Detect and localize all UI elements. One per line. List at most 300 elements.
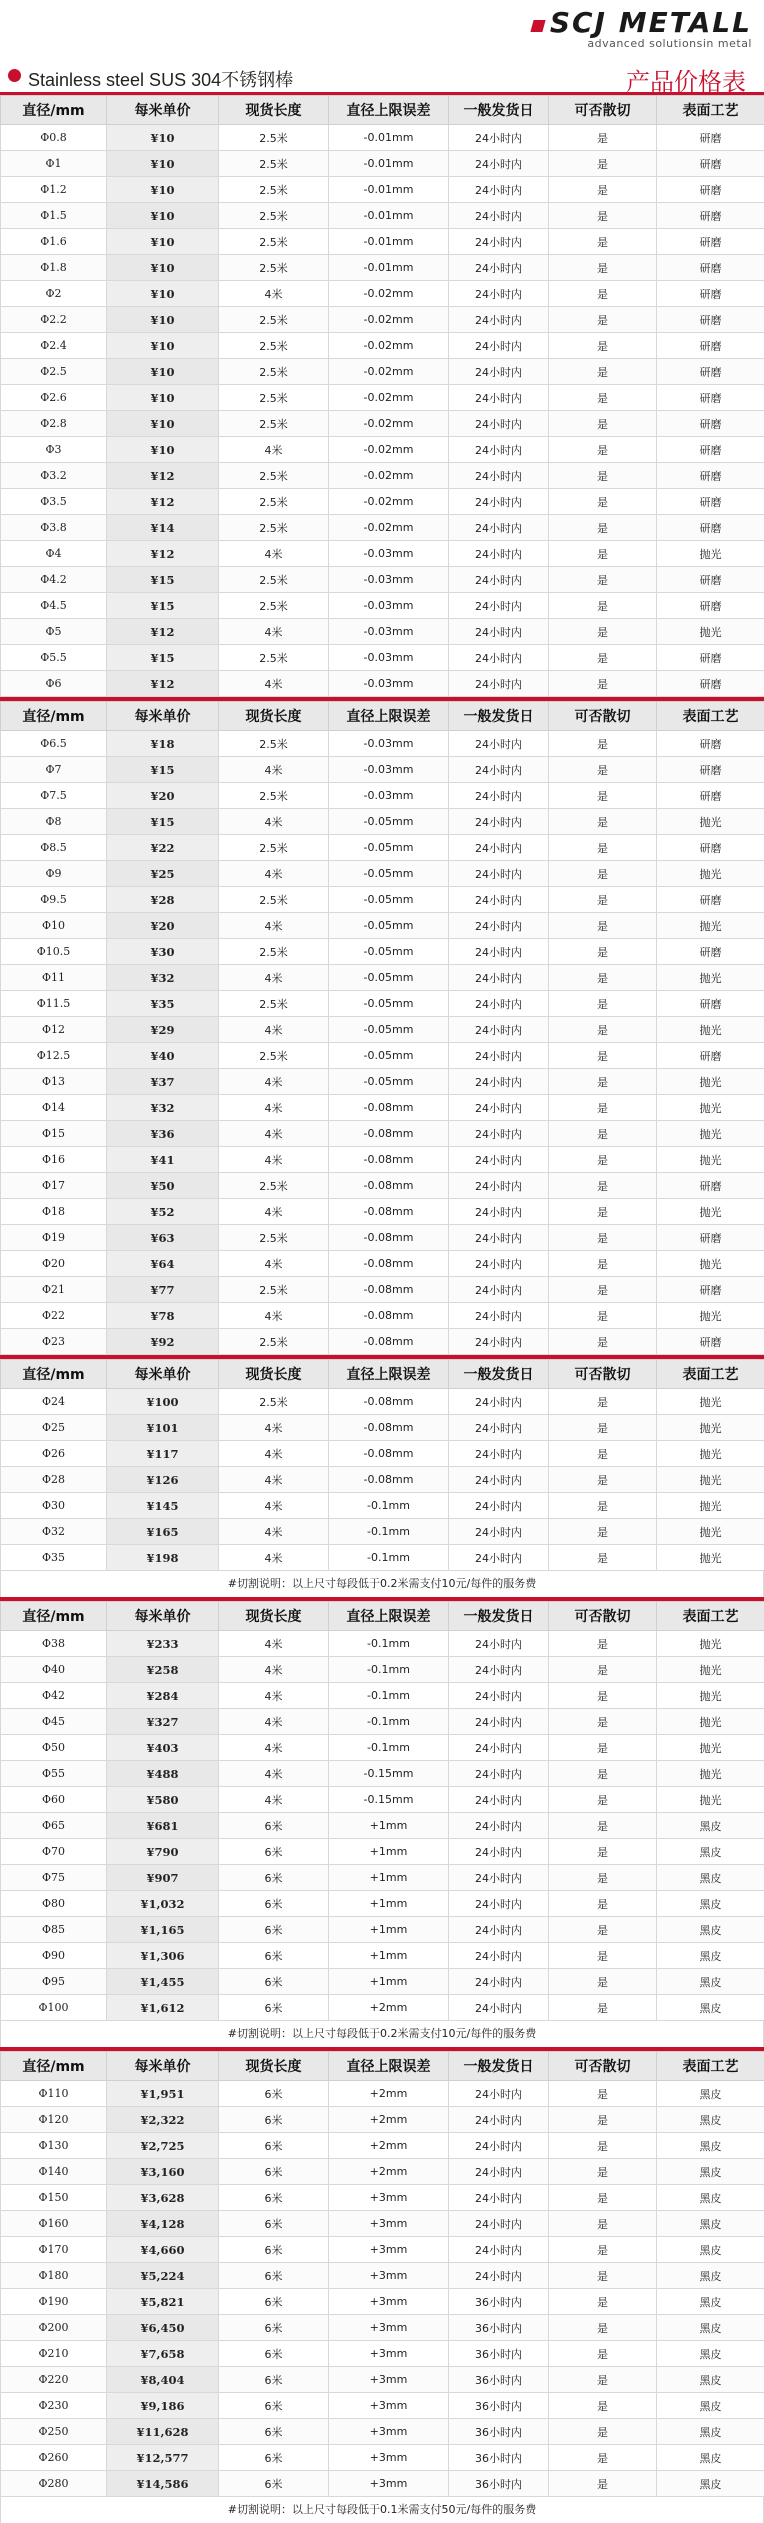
cell-cuttable: 是 [549,1839,657,1865]
cell-tolerance: +3mm [329,2237,449,2263]
table-row [1,333,764,359]
table-row [1,1329,764,1355]
table-row [1,567,764,593]
cell-length: 4米 [219,1545,329,1571]
cell-surface: 研磨 [657,515,764,541]
cell-price: ¥790 [107,1839,219,1865]
cell-tolerance: -0.03mm [329,757,449,783]
cell-tolerance: -0.08mm [329,1415,449,1441]
cell-diameter: Φ12 [1,1017,107,1043]
cell-delivery: 24小时内 [449,991,549,1017]
cell-length: 4米 [219,1493,329,1519]
cell-price: ¥1,612 [107,1995,219,2021]
cell-length: 6米 [219,2185,329,2211]
table-row [1,1225,764,1251]
cell-price: ¥15 [107,567,219,593]
cell-price: ¥5,224 [107,2263,219,2289]
cell-diameter: Φ160 [1,2211,107,2237]
cell-cuttable: 是 [549,2315,657,2341]
cell-price: ¥327 [107,1709,219,1735]
table-row [1,2289,764,2315]
cell-diameter: Φ120 [1,2107,107,2133]
table-row [1,541,764,567]
cell-tolerance: -0.08mm [329,1121,449,1147]
cell-diameter: Φ2.5 [1,359,107,385]
cell-delivery: 24小时内 [449,2081,549,2107]
cell-delivery: 24小时内 [449,2263,549,2289]
cell-tolerance: +1mm [329,1813,449,1839]
column-header-price: 每米单价 [107,2052,219,2081]
cell-tolerance: -0.02mm [329,359,449,385]
cell-cuttable: 是 [549,965,657,991]
cell-surface: 黑皮 [657,2471,764,2497]
cell-cuttable: 是 [549,2289,657,2315]
cell-price: ¥165 [107,1519,219,1545]
cell-length: 2.5米 [219,645,329,671]
cell-diameter: Φ3.2 [1,463,107,489]
table-row [1,2419,764,2445]
cell-length: 6米 [219,2263,329,2289]
cell-surface: 研磨 [657,757,764,783]
cell-cuttable: 是 [549,1225,657,1251]
cell-delivery: 24小时内 [449,1865,549,1891]
cell-cuttable: 是 [549,1389,657,1415]
cell-diameter: Φ25 [1,1415,107,1441]
cell-tolerance: -0.05mm [329,809,449,835]
cell-diameter: Φ180 [1,2263,107,2289]
cell-tolerance: -0.03mm [329,645,449,671]
column-header-length: 现货长度 [219,96,329,125]
cell-length: 2.5米 [219,463,329,489]
table-row [1,1277,764,1303]
cell-cuttable: 是 [549,939,657,965]
cell-diameter: Φ15 [1,1121,107,1147]
cell-tolerance: -0.03mm [329,541,449,567]
cell-length: 4米 [219,757,329,783]
table-row [1,671,764,697]
cell-cuttable: 是 [549,281,657,307]
cell-surface: 抛光 [657,1493,764,1519]
cell-delivery: 24小时内 [449,2159,549,2185]
table-row [1,203,764,229]
cell-delivery: 24小时内 [449,229,549,255]
cell-length: 4米 [219,1441,329,1467]
cell-cuttable: 是 [549,731,657,757]
table-row [1,1813,764,1839]
cell-tolerance: -0.08mm [329,1225,449,1251]
cell-tolerance: -0.1mm [329,1735,449,1761]
table-row [1,1467,764,1493]
cell-price: ¥10 [107,359,219,385]
table-row [1,2133,764,2159]
cell-length: 2.5米 [219,255,329,281]
cell-length: 4米 [219,1069,329,1095]
cell-price: ¥10 [107,437,219,463]
cell-tolerance: +3mm [329,2419,449,2445]
table-row [1,2445,764,2471]
cell-cuttable: 是 [549,1069,657,1095]
cell-surface: 抛光 [657,861,764,887]
cell-cuttable: 是 [549,835,657,861]
cell-surface: 黑皮 [657,2211,764,2237]
column-header-delivery: 一般发货日 [449,2052,549,2081]
cell-tolerance: +3mm [329,2471,449,2497]
cell-cuttable: 是 [549,645,657,671]
cell-diameter: Φ9.5 [1,887,107,913]
table-row [1,1545,764,1571]
cell-tolerance: -0.03mm [329,783,449,809]
price-table [0,2051,764,2497]
cell-tolerance: -0.01mm [329,229,449,255]
cell-delivery: 24小时内 [449,1943,549,1969]
cell-surface: 研磨 [657,1277,764,1303]
cell-length: 4米 [219,913,329,939]
cell-tolerance: +3mm [329,2393,449,2419]
price-table [0,95,764,697]
cell-length: 4米 [219,281,329,307]
cell-length: 6米 [219,1917,329,1943]
cell-length: 6米 [219,1813,329,1839]
cell-surface: 抛光 [657,1121,764,1147]
cell-delivery: 24小时内 [449,359,549,385]
cell-diameter: Φ1.6 [1,229,107,255]
table-row [1,463,764,489]
cell-surface: 黑皮 [657,2341,764,2367]
cell-cuttable: 是 [549,1631,657,1657]
cell-delivery: 24小时内 [449,1683,549,1709]
cell-diameter: Φ22 [1,1303,107,1329]
cell-diameter: Φ170 [1,2237,107,2263]
table-row [1,437,764,463]
cell-tolerance: -0.08mm [329,1199,449,1225]
cell-delivery: 24小时内 [449,1415,549,1441]
cell-diameter: Φ5.5 [1,645,107,671]
cell-diameter: Φ2.8 [1,411,107,437]
cell-cuttable: 是 [549,125,657,151]
cell-cuttable: 是 [549,2445,657,2471]
cell-delivery: 24小时内 [449,203,549,229]
cell-surface: 抛光 [657,541,764,567]
cell-price: ¥18 [107,731,219,757]
cell-tolerance: -0.02mm [329,489,449,515]
cell-cuttable: 是 [549,1329,657,1355]
table-row [1,1147,764,1173]
cell-price: ¥29 [107,1017,219,1043]
cell-length: 2.5米 [219,939,329,965]
cell-delivery: 24小时内 [449,1095,549,1121]
cell-surface: 研磨 [657,1225,764,1251]
cell-delivery: 36小时内 [449,2341,549,2367]
cell-price: ¥41 [107,1147,219,1173]
cell-length: 4米 [219,1761,329,1787]
cell-length: 6米 [219,1839,329,1865]
table-row [1,1761,764,1787]
cell-cuttable: 是 [549,1173,657,1199]
table-row [1,1631,764,1657]
cell-diameter: Φ16 [1,1147,107,1173]
cell-surface: 抛光 [657,1389,764,1415]
cell-delivery: 24小时内 [449,1969,549,1995]
cell-surface: 黑皮 [657,2445,764,2471]
cell-tolerance: -0.05mm [329,913,449,939]
cell-delivery: 24小时内 [449,177,549,203]
table-row [1,783,764,809]
table-row [1,2471,764,2497]
cell-diameter: Φ1 [1,151,107,177]
cell-surface: 黑皮 [657,2263,764,2289]
cell-tolerance: -0.05mm [329,887,449,913]
column-header-diameter: 直径/mm [1,702,107,731]
cell-diameter: Φ60 [1,1787,107,1813]
cell-surface: 研磨 [657,593,764,619]
cell-price: ¥10 [107,385,219,411]
cell-length: 4米 [219,1467,329,1493]
cell-price: ¥78 [107,1303,219,1329]
cell-surface: 研磨 [657,1173,764,1199]
table-row [1,2107,764,2133]
cell-length: 4米 [219,1519,329,1545]
table-row [1,1415,764,1441]
table-row [1,2237,764,2263]
cell-cuttable: 是 [549,913,657,939]
cell-length: 2.5米 [219,731,329,757]
cell-length: 4米 [219,1415,329,1441]
cell-tolerance: +1mm [329,1839,449,1865]
table-row [1,1303,764,1329]
title-bar [0,60,764,95]
cell-length: 4米 [219,1787,329,1813]
cell-delivery: 24小时内 [449,151,549,177]
cell-price: ¥233 [107,1631,219,1657]
cell-tolerance: -0.1mm [329,1493,449,1519]
table-row [1,385,764,411]
cell-cuttable: 是 [549,177,657,203]
cell-length: 2.5米 [219,151,329,177]
cell-price: ¥10 [107,177,219,203]
cell-price: ¥198 [107,1545,219,1571]
cell-price: ¥7,658 [107,2341,219,2367]
price-section [0,697,764,1355]
cell-cuttable: 是 [549,515,657,541]
cell-cuttable: 是 [549,757,657,783]
cell-tolerance: -0.03mm [329,567,449,593]
column-header-length: 现货长度 [219,702,329,731]
cell-tolerance: -0.02mm [329,437,449,463]
cell-surface: 黑皮 [657,1995,764,2021]
cell-cuttable: 是 [549,2133,657,2159]
cell-cuttable: 是 [549,151,657,177]
table-row [1,1969,764,1995]
cell-delivery: 24小时内 [449,1441,549,1467]
cell-length: 2.5米 [219,887,329,913]
cell-delivery: 24小时内 [449,1735,549,1761]
cell-surface: 研磨 [657,567,764,593]
cell-surface: 抛光 [657,1545,764,1571]
cell-price: ¥101 [107,1415,219,1441]
cell-price: ¥12 [107,619,219,645]
cell-surface: 研磨 [657,385,764,411]
cell-surface: 黑皮 [657,2159,764,2185]
price-tables [0,95,764,2523]
cell-diameter: Φ6.5 [1,731,107,757]
cell-diameter: Φ2.2 [1,307,107,333]
cell-cuttable: 是 [549,2211,657,2237]
column-header-delivery: 一般发货日 [449,96,549,125]
cell-delivery: 24小时内 [449,1121,549,1147]
cell-cuttable: 是 [549,229,657,255]
cell-length: 2.5米 [219,783,329,809]
cell-surface: 黑皮 [657,2237,764,2263]
cell-length: 6米 [219,2159,329,2185]
cell-diameter: Φ26 [1,1441,107,1467]
cell-length: 2.5米 [219,203,329,229]
cell-cuttable: 是 [549,255,657,281]
cell-length: 6米 [219,2341,329,2367]
cell-diameter: Φ65 [1,1813,107,1839]
cell-cuttable: 是 [549,437,657,463]
cell-cuttable: 是 [549,1545,657,1571]
cell-delivery: 36小时内 [449,2445,549,2471]
cell-length: 2.5米 [219,1277,329,1303]
cell-tolerance: +2mm [329,2081,449,2107]
cell-length: 2.5米 [219,1389,329,1415]
cell-tolerance: -0.08mm [329,1095,449,1121]
table-row [1,1389,764,1415]
cell-surface: 研磨 [657,411,764,437]
cell-surface: 研磨 [657,731,764,757]
column-header-diameter: 直径/mm [1,96,107,125]
cell-delivery: 24小时内 [449,731,549,757]
cell-delivery: 24小时内 [449,2133,549,2159]
cell-delivery: 24小时内 [449,307,549,333]
column-header-cuttable: 可否散切 [549,96,657,125]
cell-price: ¥403 [107,1735,219,1761]
cell-delivery: 24小时内 [449,1389,549,1415]
cell-tolerance: -0.02mm [329,307,449,333]
cell-diameter: Φ1.2 [1,177,107,203]
cell-diameter: Φ130 [1,2133,107,2159]
cell-surface: 研磨 [657,835,764,861]
cell-surface: 黑皮 [657,2315,764,2341]
table-header-row [1,96,764,125]
cell-diameter: Φ3.8 [1,515,107,541]
cell-diameter: Φ2 [1,281,107,307]
column-header-tolerance: 直径上限误差 [329,2052,449,2081]
cell-cuttable: 是 [549,1709,657,1735]
cell-cuttable: 是 [549,2107,657,2133]
cell-tolerance: -0.08mm [329,1329,449,1355]
column-header-tolerance: 直径上限误差 [329,702,449,731]
cell-diameter: Φ38 [1,1631,107,1657]
cell-delivery: 24小时内 [449,1251,549,1277]
cell-diameter: Φ7 [1,757,107,783]
cell-surface: 研磨 [657,671,764,697]
cell-tolerance: +2mm [329,2133,449,2159]
table-row [1,1709,764,1735]
cell-price: ¥488 [107,1761,219,1787]
cell-surface: 研磨 [657,939,764,965]
table-row [1,307,764,333]
cell-diameter: Φ190 [1,2289,107,2315]
cell-length: 6米 [219,1943,329,1969]
cell-surface: 抛光 [657,1657,764,1683]
cell-cuttable: 是 [549,2367,657,2393]
cell-price: ¥145 [107,1493,219,1519]
cell-tolerance: -0.03mm [329,731,449,757]
cell-cuttable: 是 [549,1415,657,1441]
cell-delivery: 24小时内 [449,1017,549,1043]
cell-price: ¥15 [107,645,219,671]
cell-length: 4米 [219,1657,329,1683]
cell-tolerance: -0.05mm [329,939,449,965]
cell-tolerance: +3mm [329,2263,449,2289]
column-header-delivery: 一般发货日 [449,1360,549,1389]
table-header-row [1,702,764,731]
table-header-row [1,1602,764,1631]
cell-surface: 研磨 [657,1329,764,1355]
logo-mark-icon [530,20,545,32]
cell-price: ¥12 [107,463,219,489]
cell-diameter: Φ0.8 [1,125,107,151]
cell-surface: 研磨 [657,255,764,281]
cell-tolerance: -0.1mm [329,1519,449,1545]
cell-tolerance: +1mm [329,1865,449,1891]
cell-delivery: 24小时内 [449,1467,549,1493]
table-row [1,2393,764,2419]
cell-delivery: 24小时内 [449,1787,549,1813]
cell-tolerance: -0.08mm [329,1441,449,1467]
cell-diameter: Φ10.5 [1,939,107,965]
table-row [1,2185,764,2211]
cutting-note: #切割说明：以上尺寸每段低于0.2米需支付10元/每件的服务费 [0,2021,764,2047]
cell-length: 2.5米 [219,1173,329,1199]
cell-cuttable: 是 [549,1917,657,1943]
cell-surface: 黑皮 [657,1813,764,1839]
price-section [0,2047,764,2523]
cell-surface: 黑皮 [657,2419,764,2445]
cell-cuttable: 是 [549,2185,657,2211]
cell-length: 4米 [219,1017,329,1043]
cell-delivery: 24小时内 [449,1545,549,1571]
cell-tolerance: -0.05mm [329,835,449,861]
cell-length: 6米 [219,2419,329,2445]
cell-tolerance: +2mm [329,1995,449,2021]
cell-diameter: Φ80 [1,1891,107,1917]
cell-surface: 黑皮 [657,2185,764,2211]
table-row [1,1017,764,1043]
cell-length: 6米 [219,2315,329,2341]
table-row [1,731,764,757]
cell-delivery: 24小时内 [449,2211,549,2237]
cell-price: ¥580 [107,1787,219,1813]
cell-cuttable: 是 [549,1657,657,1683]
cell-cuttable: 是 [549,307,657,333]
cell-diameter: Φ9 [1,861,107,887]
table-header-row [1,1360,764,1389]
table-row [1,1441,764,1467]
cell-surface: 抛光 [657,1251,764,1277]
cell-price: ¥20 [107,913,219,939]
cell-length: 4米 [219,1121,329,1147]
cell-delivery: 24小时内 [449,887,549,913]
cell-surface: 研磨 [657,203,764,229]
cell-diameter: Φ20 [1,1251,107,1277]
cell-length: 2.5米 [219,1043,329,1069]
cell-price: ¥30 [107,939,219,965]
cell-length: 2.5米 [219,835,329,861]
cell-tolerance: -0.08mm [329,1251,449,1277]
cell-price: ¥11,628 [107,2419,219,2445]
